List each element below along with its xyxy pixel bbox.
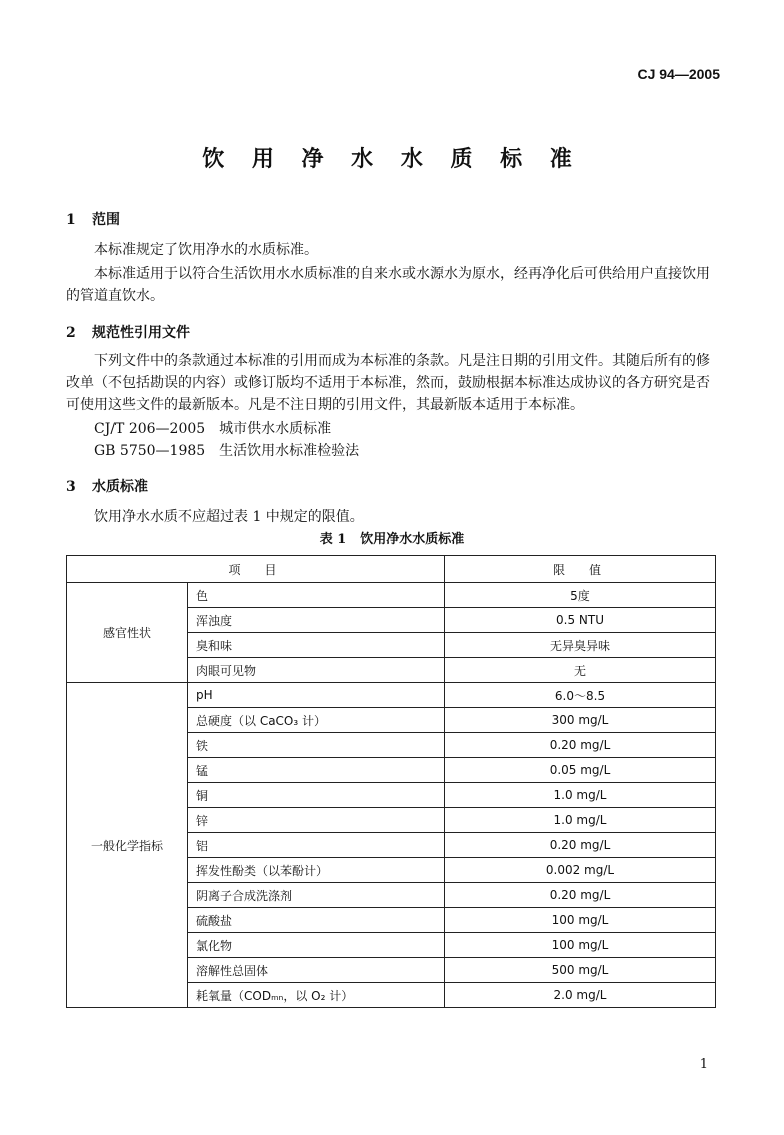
column-header-item: 项 目 [67,556,445,583]
item-cell: 铜 [188,783,445,808]
item-cell: 总硬度（以 CaCO₃ 计） [188,708,445,733]
document-title: 饮 用 净 水 水 质 标 准 [202,146,582,172]
item-cell: 挥发性酚类（以苯酚计） [188,858,445,883]
limit-cell: 无异臭异味 [445,633,716,658]
section-3-heading [66,476,148,496]
item-cell: pH [188,683,445,708]
item-cell: 臭和味 [188,633,445,658]
item-cell: 肉眼可见物 [188,658,445,683]
item-cell: 锰 [188,758,445,783]
paragraph: 饮用净水水质不应超过表 1 中规定的限值。 [94,509,364,525]
paragraph: 下列文件中的条款通过本标准的引用而成为本标准的条款。凡是注日期的引用文件。其随后所有的修改单（不包括勘误的内容）或修订版均不适用于本标准，然而，鼓励根据本标准达成协议的各方研究是否可使用这些文件的最新版本。凡是不注日期的引用文件，其最新版本适用于本标准。 [66,353,710,413]
section-title: 规范性引用文件 [92,325,190,341]
item-cell: 耗氧量（CODₘₙ，以 O₂ 计） [188,983,445,1008]
category-cell: 一般化学指标 [67,683,188,1008]
item-cell: 铝 [188,833,445,858]
limit-cell: 0.002 mg/L [445,858,716,883]
limit-cell: 500 mg/L [445,958,716,983]
water-quality-table [66,555,716,1008]
table-caption-number: 表 1 [319,532,347,547]
limit-cell: 100 mg/L [445,908,716,933]
table-row [67,583,716,608]
section-title: 范围 [92,212,120,228]
limit-cell: 300 mg/L [445,708,716,733]
limit-cell: 2.0 mg/L [445,983,716,1008]
paragraph: 本标准适用于以符合生活饮用水水质标准的自来水或水源水为原水，经再净化后可供给用户直接饮用的管道直饮水。 [66,266,710,304]
item-cell: 溶解性总固体 [188,958,445,983]
column-header-limit: 限 值 [445,556,716,583]
section-title: 水质标准 [92,479,148,495]
item-cell: 氯化物 [188,933,445,958]
category-cell: 感官性状 [67,583,188,683]
limit-cell: 1.0 mg/L [445,783,716,808]
section-number: 2 [66,325,76,341]
limit-cell: 6.0～8.5 [445,683,716,708]
table-caption-title: 饮用净水水质标准 [360,532,465,547]
reference-item: GB 5750—1985 生活饮用水标准检验法 [94,443,360,459]
table-header-row [67,556,716,583]
standard-code: CJ 94—2005 [637,66,720,82]
limit-cell: 100 mg/L [445,933,716,958]
section-number: 3 [66,479,76,495]
section-2-heading [66,322,190,342]
item-cell: 阴离子合成洗涤剂 [188,883,445,908]
item-cell: 锌 [188,808,445,833]
limit-cell: 0.20 mg/L [445,833,716,858]
limit-cell: 0.05 mg/L [445,758,716,783]
table-row [67,683,716,708]
paragraph: 本标准规定了饮用净水的水质标准。 [94,242,318,258]
item-cell: 色 [188,583,445,608]
section-number: 1 [66,212,76,228]
page-number: 1 [699,1057,708,1072]
limit-cell: 0.20 mg/L [445,733,716,758]
limit-cell: 1.0 mg/L [445,808,716,833]
table-caption [0,528,784,547]
limit-cell: 0.5 NTU [445,608,716,633]
reference-item: CJ/T 206—2005 城市供水水质标准 [94,421,332,437]
item-cell: 硫酸盐 [188,908,445,933]
limit-cell: 0.20 mg/L [445,883,716,908]
item-cell: 浑浊度 [188,608,445,633]
limit-cell: 5度 [445,583,716,608]
limit-cell: 无 [445,658,716,683]
section-1-heading [66,209,120,229]
item-cell: 铁 [188,733,445,758]
